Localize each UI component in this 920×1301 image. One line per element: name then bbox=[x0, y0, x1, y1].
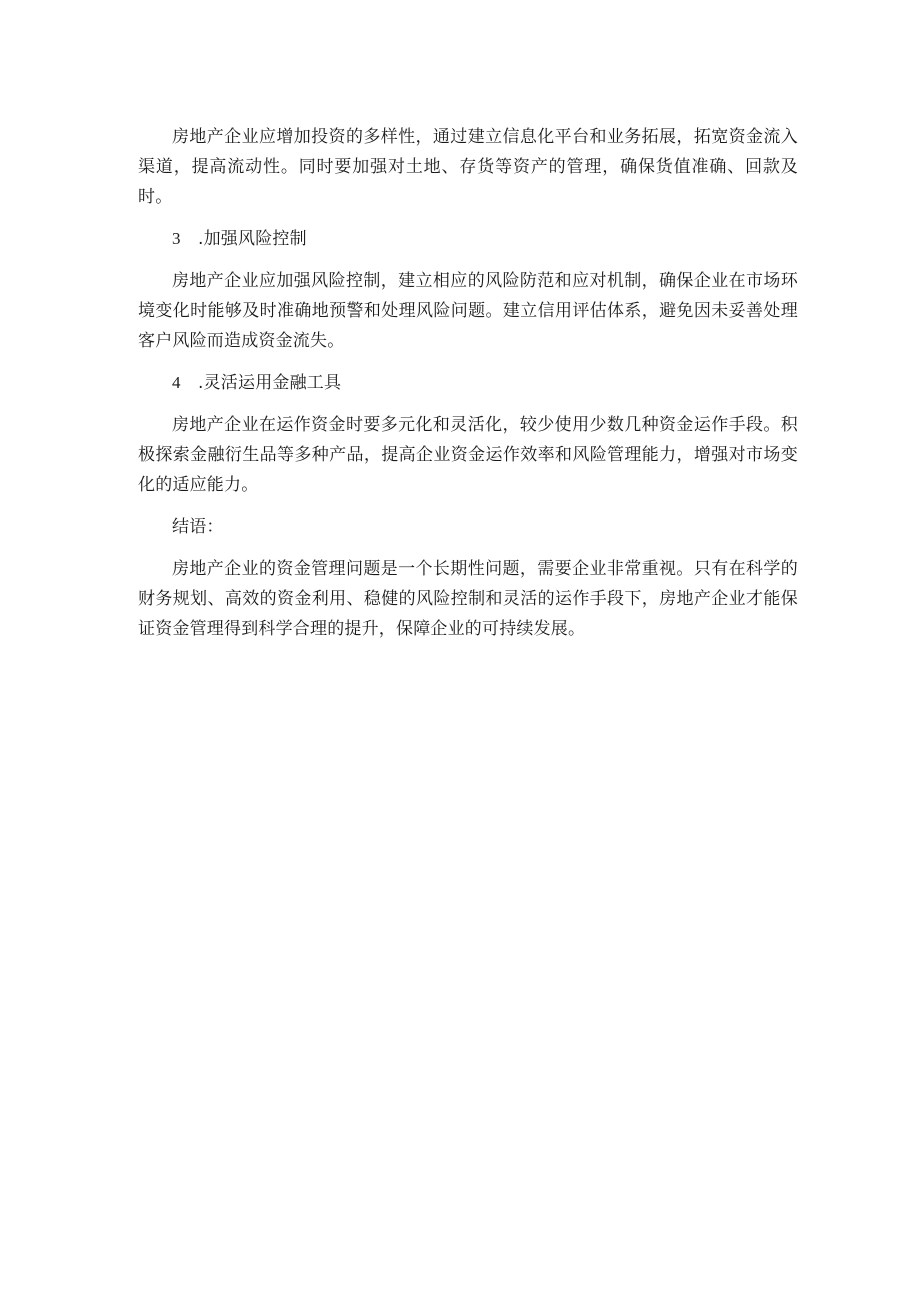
heading-number: 4 bbox=[172, 373, 181, 392]
paragraph-risk-control: 房地产企业应加强风险控制，建立相应的风险防范和应对机制，确保企业在市场环境变化时能够及时准确地预警和处理风险问题。建立信用评估体系，避免因未妥善处理客户风险而造成资金流失。 bbox=[138, 271, 798, 351]
heading-number: 3 bbox=[172, 229, 181, 248]
heading-risk-control bbox=[138, 224, 798, 254]
heading-text: .加强风险控制 bbox=[198, 229, 307, 249]
heading-text: .灵活运用金融工具 bbox=[198, 373, 342, 393]
paragraph-financial-tools: 房地产企业在运作资金时要多元化和灵活化，较少使用少数几种资金运作手段。积极探索金融衍生品等多种产品，提高企业资金运作效率和风险管理能力，增强对市场变化的适应能力。 bbox=[138, 415, 798, 495]
heading-financial-tools bbox=[138, 368, 798, 398]
paragraph-conclusion: 房地产企业的资金管理问题是一个长期性问题，需要企业非常重视。只有在科学的财务规划、高效的资金利用、稳健的风险控制和灵活的运作手段下，房地产企业才能保证资金管理得到科学合理的提升，保障企业的可持续发展。 bbox=[138, 559, 798, 639]
document-body bbox=[138, 122, 798, 656]
paragraph-asset-management: 房地产企业应增加投资的多样性，通过建立信息化平台和业务拓展，拓宽资金流入渠道，提高流动性。同时要加强对土地、存货等资产的管理，确保货值准确、回款及时。 bbox=[138, 127, 798, 207]
conclusion-label: 结语： bbox=[172, 517, 224, 537]
